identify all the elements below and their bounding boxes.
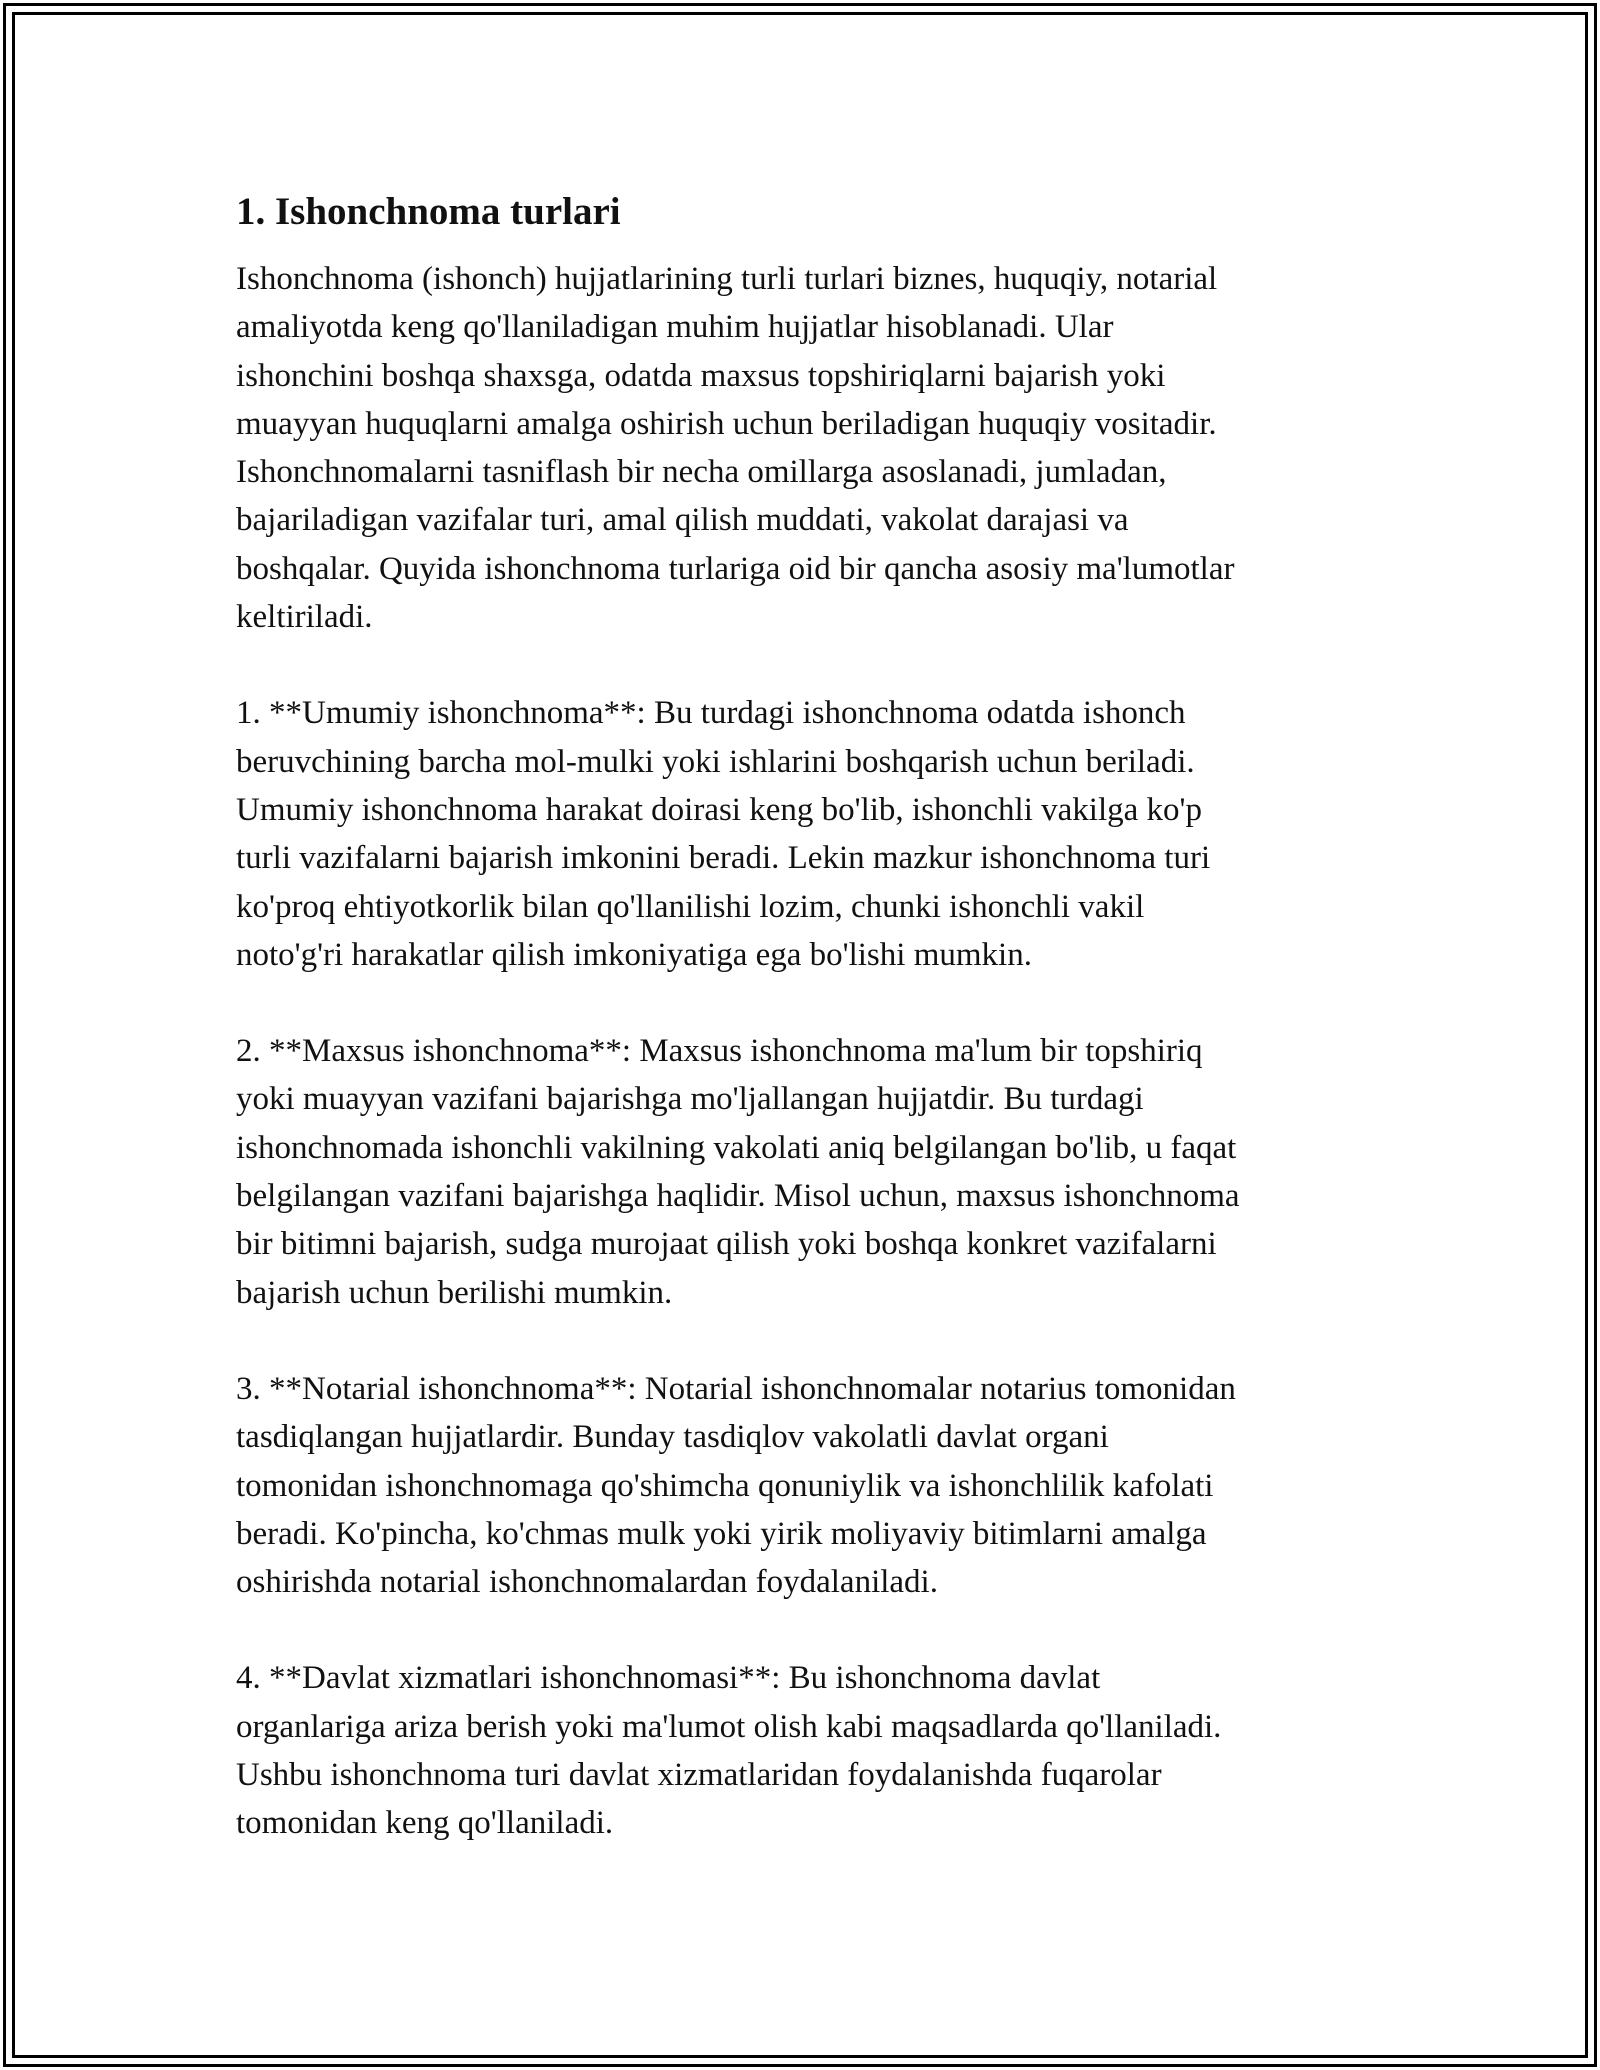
list-item-general-power-of-attorney: 1. **Umumiy ishonchnoma**: Bu turdagi ishonchnoma odatda ishonch beruvchining barcha mol-mulki yoki ishlarini boshqarish uchun beriladi. Umumiy ishonchnoma harakat doirasi keng bo'lib, ishonchli vakilga ko'p turli vazifalarni bajarish imkonini beradi. Lekin mazkur ishonchnoma turi ko'proq ehtiyotkorlik bilan qo'llanilishi lozim, chunki ishonchli vakil noto'g'ri harakatlar qilish imkoniyatiga ega bo'lishi mumkin. <box>236 695 1211 973</box>
intro-paragraph: Ishonchnoma (ishonch) hujjatlarining turli turlari biznes, huquqiy, notarial amaliyotda keng qo'llaniladigan muhim hujjatlar hisoblanadi. Ular ishonchini boshqa shaxsga, odatda maxsus topshiriqlarni bajarish yoki muayyan huquqlarni amalga oshirish uchun beriladigan huquqiy vositadir. Ishonchnomalarni tasniflash bir necha omillarga asoslanadi, jumladan, bajariladigan vazifalar turi, amal qilish muddati, vakolat darajasi va boshqalar. Quyida ishonchnoma turlariga oid bir qancha asosiy ma'lumotlar keltiriladi. <box>236 261 1235 636</box>
list-item-special-power-of-attorney: 2. **Maxsus ishonchnoma**: Maxsus ishonchnoma ma'lum bir topshiriq yoki muayyan vazifani bajarishga mo'ljallangan hujjatdir. Bu turdagi ishonchnomada ishonchli vakilning vakolati aniq belgilangan bo'lib, u faqat belgilangan vazifani bajarishga haqlidir. Misol uchun, maxsus ishonchnoma bir bitimni bajarish, sudga murojaat qilish yoki boshqa konkret vazifalarni bajarish uchun berilishi mumkin. <box>236 1033 1240 1311</box>
list-item-notarial-power-of-attorney: 3. **Notarial ishonchnoma**: Notarial ishonchnomalar notarius tomonidan tasdiqlangan hujjatlardir. Bunday tasdiqlov vakolatli davlat organi tomonidan ishonchnomaga qo'shimcha qonuniylik va ishonchlilik kafolati beradi. Ko'pincha, ko'chmas mulk yoki yirik moliyaviy bitimlarni amalga oshirishda notarial ishonchnomalardan foydalaniladi. <box>236 1370 1236 1601</box>
section-heading: 1. Ishonchnoma turlari <box>236 190 621 233</box>
document-body <box>236 186 1366 1848</box>
list-item-state-services-power-of-attorney: 4. **Davlat xizmatlari ishonchnomasi**: Bu ishonchnoma davlat organlariga ariza berish yoki ma'lumot olish kabi maqsadlarda qo'llaniladi. Ushbu ishonchnoma turi davlat xizmatlaridan foydalanishda fuqarolar tomonidan keng qo'llaniladi. <box>236 1660 1222 1842</box>
